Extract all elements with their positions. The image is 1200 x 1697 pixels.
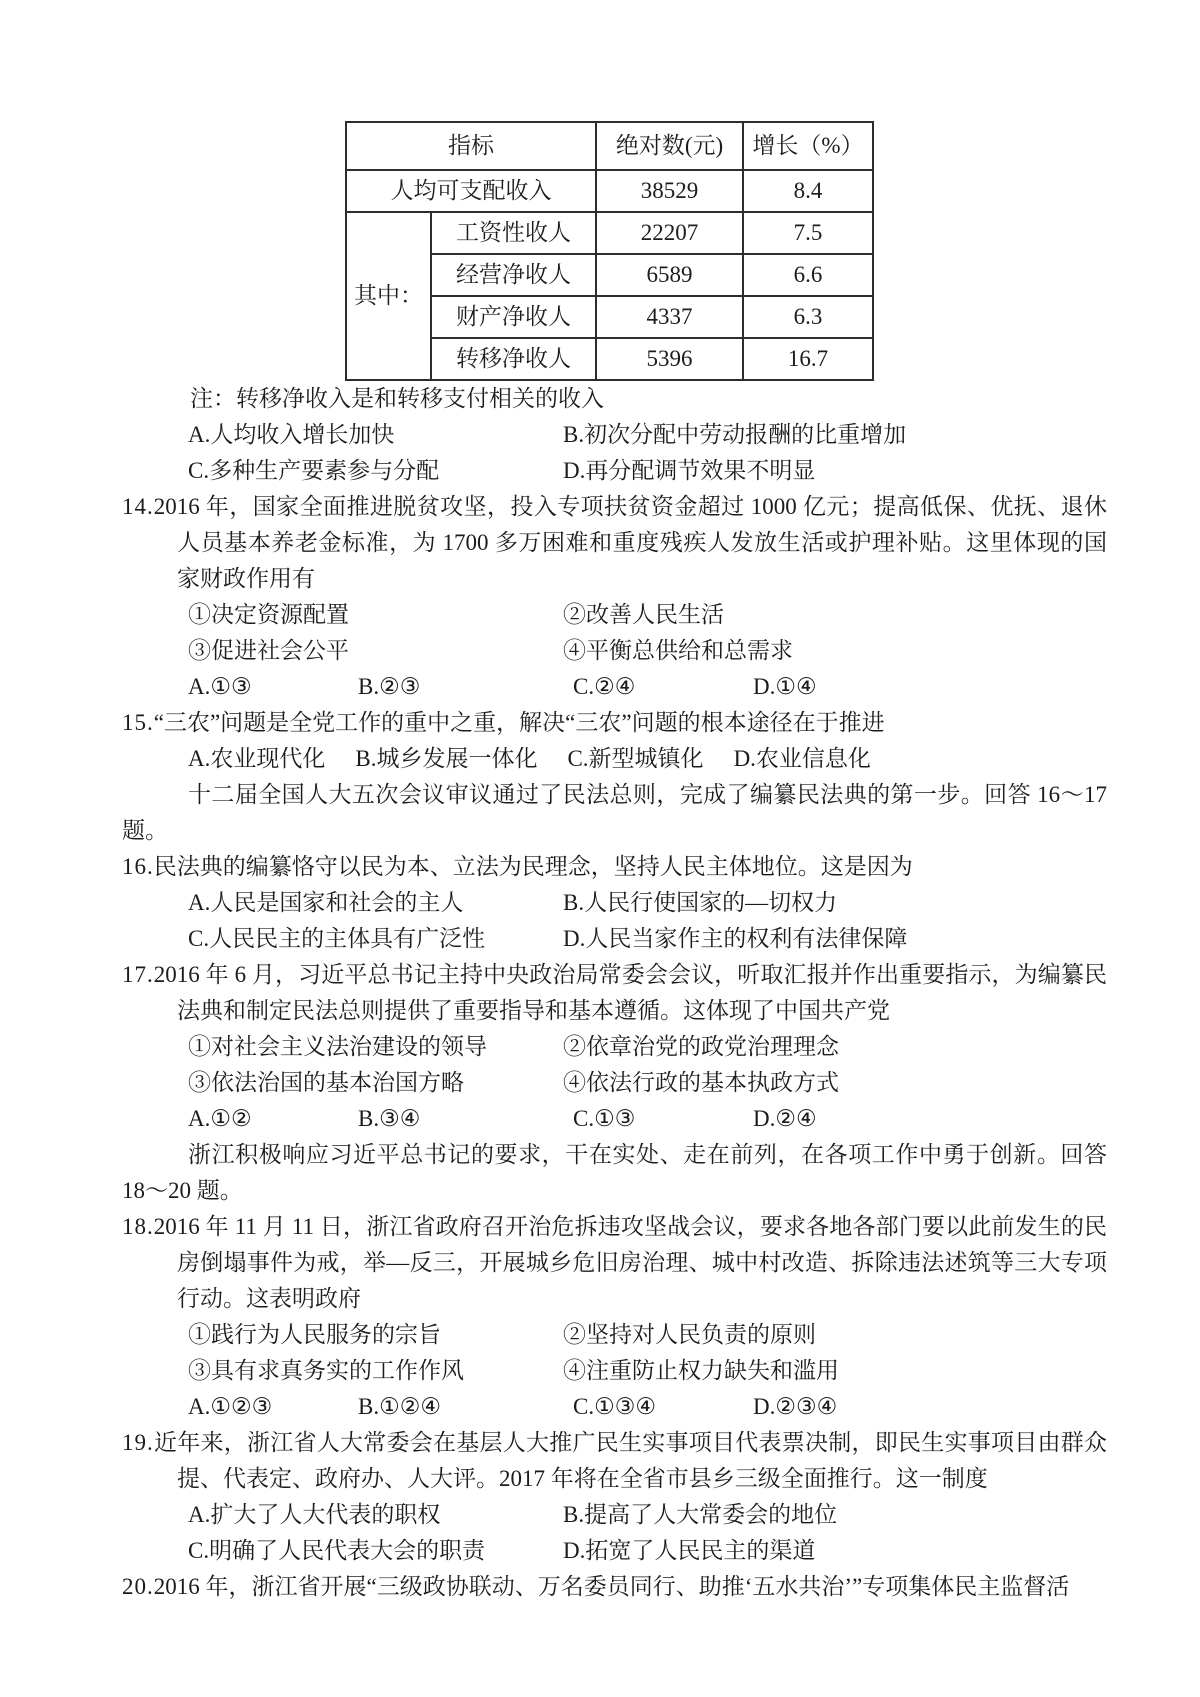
row-label: 经营净收人 [431,254,596,296]
group-label: 其中： [346,212,431,380]
question-15-stem [122,705,1107,741]
question-16-options [188,885,1107,957]
row-growth: 8.4 [743,170,873,212]
option-a: A.扩大了人大代表的职权 [188,1502,441,1527]
stem-text: 2016 年，浙江省开展“三级政协联动、万名委员同行、助推‘五水共治’”专项集体民主监督活 [153,1574,1070,1599]
question-14-items [188,597,1107,669]
question-number: 14. [122,494,154,519]
option-d: D.农业信息化 [733,746,871,771]
answer-a: A.①②③ [188,1394,273,1419]
stem-text: “三农”问题是全党工作的重中之重，解决“三农”问题的根本途径在于推进 [153,710,885,735]
answer-c: C.②④ [573,674,636,699]
item-2: ②改善人民生活 [563,602,724,627]
question-17-answers [188,1101,1107,1137]
question-15-options [188,741,1107,777]
answer-b: B.③④ [358,1106,421,1131]
answer-c: C.①③④ [573,1394,656,1419]
option-a: A.人民是国家和社会的主人 [188,890,464,915]
row-value: 38529 [596,170,743,212]
question-number: 19. [122,1430,154,1455]
income-table [345,121,874,381]
item-3: ③促进社会公平 [188,638,349,663]
option-b: B.初次分配中劳动报酬的比重增加 [563,422,907,447]
item-4: ④注重防止权力缺失和滥用 [563,1358,839,1383]
item-1: ①践行为人民服务的宗旨 [188,1322,441,1347]
row-growth: 6.6 [743,254,873,296]
question-13-options [188,417,1107,489]
question-16-stem [122,849,1107,885]
item-4: ④依法行政的基本执政方式 [563,1070,839,1095]
answer-c: C.①③ [573,1106,636,1131]
question-number: 18. [122,1214,154,1239]
stem-text: 2016 年 6 月，习近平总书记主持中央政治局常委会会议，听取汇报并作出重要指示，为编纂民法典和制定民法总则提供了重要指导和基本遵循。这体现了中国共产党 [153,962,1107,1023]
option-c: C.人民民主的主体具有广泛性 [188,926,486,951]
table-row [346,170,873,212]
answer-d: D.②④ [753,1106,817,1131]
lead-in-18-20: 浙江积极响应习近平总书记的要求，干在实处、走在前列，在各项工作中勇于创新。回答 18～20 题。 [122,1142,1107,1203]
question-number: 16. [122,854,154,879]
row-value: 6589 [596,254,743,296]
stem-text: 2016 年 11 月 11 日，浙江省政府召开治危拆违攻坚战会议，要求各地各部门要以此前发生的民房倒塌事件为戒，举—反三，开展城乡危旧房治理、城中村改造、拆除违法述筑等三大专项行动。这表明政府 [153,1214,1107,1311]
question-18-answers [188,1389,1107,1425]
lead-in-16-17: 十二届全国人大五次会议审议通过了民法总则，完成了编纂民法典的第一步。回答 16～17 题。 [122,782,1107,843]
answer-a: A.①② [188,1106,252,1131]
question-number: 15. [122,710,154,735]
row-value: 22207 [596,212,743,254]
question-18-stem [122,1209,1107,1317]
option-b: B.人民行使国家的—切权力 [563,890,838,915]
row-label: 财产净收人 [431,296,596,338]
table-header-row [346,122,873,170]
table-note: 注：转移净收入是和转移支付相关的收入 [190,386,604,411]
item-2: ②依章治党的政党治理理念 [563,1034,839,1059]
answer-d: D.②③④ [753,1394,838,1419]
option-a: A.农业现代化 [188,746,326,771]
item-1: ①对社会主义法治建设的领导 [188,1034,487,1059]
option-c: C.明确了人民代表大会的职责 [188,1538,486,1563]
stem-text: 民法典的编纂恪守以民为本、立法为民理念，坚持人民主体地位。这是因为 [153,854,913,879]
question-14-answers [188,669,1107,705]
option-d: D.拓宽了人民民主的渠道 [563,1538,816,1563]
item-3: ③具有求真务实的工作作风 [188,1358,464,1383]
option-c: C.新型城镇化 [567,746,704,771]
answer-a: A.①③ [188,674,252,699]
answer-b: B.①②④ [358,1394,441,1419]
question-number: 17. [122,962,154,987]
question-17-stem [122,957,1107,1029]
question-17-items [188,1029,1107,1101]
row-label: 工资性收人 [431,212,596,254]
row-value: 4337 [596,296,743,338]
question-19-stem [122,1425,1107,1497]
option-d: D.再分配调节效果不明显 [563,458,816,483]
option-a: A.人均收入增长加快 [188,422,395,447]
option-b: B.城乡发展一体化 [355,746,538,771]
question-20-stem [122,1569,1107,1605]
question-19-options [188,1497,1107,1569]
stem-text: 近年来，浙江省人大常委会在基层人大推广民生实事项目代表票决制，即民生实事项目由群众提、代表定、政府办、人大评。2017 年将在全省市县乡三级全面推行。这一制度 [153,1430,1107,1491]
item-1: ①决定资源配置 [188,602,349,627]
option-c: C.多种生产要素参与分配 [188,458,440,483]
answer-d: D.①④ [753,674,817,699]
row-growth: 6.3 [743,296,873,338]
item-4: ④平衡总供给和总需求 [563,638,793,663]
table-header-indicator: 指标 [346,122,596,170]
row-label: 转移净收人 [431,338,596,380]
question-14-stem [122,489,1107,597]
table-row [346,212,873,254]
item-2: ②坚持对人民负责的原则 [563,1322,816,1347]
table-header-growth: 增长（%） [743,122,873,170]
table-header-absolute: 绝对数(元) [596,122,743,170]
question-number: 20. [122,1574,154,1599]
row-value: 5396 [596,338,743,380]
option-d: D.人民当家作主的权利有法律保障 [563,926,908,951]
row-growth: 7.5 [743,212,873,254]
item-3: ③依法治国的基本治国方略 [188,1070,464,1095]
row-label: 人均可支配收入 [346,170,596,212]
option-b: B.提高了人大常委会的地位 [563,1502,838,1527]
answer-b: B.②③ [358,674,421,699]
row-growth: 16.7 [743,338,873,380]
question-18-items [188,1317,1107,1389]
stem-text: 2016 年，国家全面推进脱贫攻坚，投入专项扶贫资金超过 1000 亿元；提高低保、优抚、退休人员基本养老金标准，为 1700 多万困难和重度残疾人发放生活或护理补贴。这里体现的国家财政作用有 [153,494,1107,591]
